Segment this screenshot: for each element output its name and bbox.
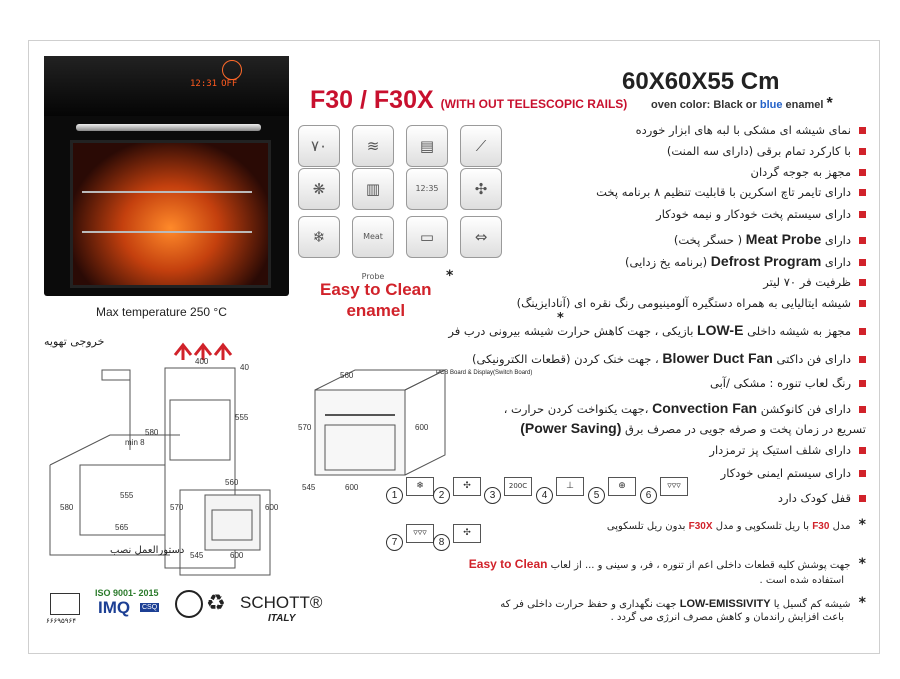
model-name: F30 / F30X xyxy=(310,86,434,114)
note-low-e xyxy=(500,595,866,611)
model-title xyxy=(310,86,627,115)
fan-icon xyxy=(460,168,502,210)
dim-label: 580 xyxy=(145,428,159,437)
note-star: * xyxy=(858,595,866,611)
feature-bullet xyxy=(859,447,866,454)
icon-glyph: ≋ xyxy=(366,137,380,155)
icon-glyph: ✣ xyxy=(474,180,488,198)
function-icon: ❄ xyxy=(406,477,434,496)
programs-icon xyxy=(298,168,340,210)
note-text: جهت نگهداری و حفظ حرارت داخلی فر که xyxy=(500,599,677,610)
oven-lamp-icon xyxy=(406,125,448,167)
dim-label: 555 xyxy=(235,413,249,422)
function-icon: ✣ xyxy=(453,477,481,496)
oven-photo xyxy=(44,56,289,296)
note-low-e-term: LOW-EMISSIVITY xyxy=(679,598,771,610)
feature-text: ، جهت خنک کردن (قطعات الکترونیکی) xyxy=(471,352,659,366)
dim-label: 570 xyxy=(298,423,312,432)
feature-item xyxy=(472,350,866,366)
feature-text: رنگ لعاب تنوره : مشکی /آبی xyxy=(710,376,851,390)
function-icon: ⊕ xyxy=(608,477,636,496)
enamel-icon xyxy=(406,216,448,258)
dim-label: 545 xyxy=(190,551,204,560)
model-note: (WITH OUT TELESCOPIC RAILS) xyxy=(440,97,628,111)
easy-clean-star: * xyxy=(446,268,454,284)
oven-rack xyxy=(82,191,252,193)
dim-label: 40 xyxy=(240,363,249,372)
icon-glyph: ❋ xyxy=(312,180,326,198)
meat-probe-icon xyxy=(352,216,394,281)
function-number: 1 xyxy=(386,487,403,504)
feature-text: دارای تایمر تاچ اسکرین با قابلیت تنظیم ۸ برنامه پخت xyxy=(596,185,851,199)
function-number: 5 xyxy=(588,487,605,504)
feature-item xyxy=(667,144,866,158)
feature-text: قفل کودک دارد xyxy=(777,491,851,505)
dim-label: 560 xyxy=(340,371,354,380)
dim-label: 565 xyxy=(115,523,129,532)
iso-label: ISO 9001- 2015 xyxy=(95,588,159,598)
note-model-f30: F30 xyxy=(812,521,830,532)
note-enamel-line2: استفاده شده است . xyxy=(759,575,844,586)
note-low-e-line2: باعث افزایش راندمان و کاهش مصرف انرژی می گردد . xyxy=(610,612,844,623)
feature-text: دارای سیستم پخت خودکار و نیمه خودکار xyxy=(656,207,851,221)
display-mode: OFF xyxy=(221,79,238,89)
pcb-note: PCB Board & Display(Switch Board) xyxy=(436,370,533,376)
dim-label: 580 xyxy=(60,503,74,512)
feature-item xyxy=(636,123,866,137)
italy-label: ITALY xyxy=(268,613,296,624)
function-number: 6 xyxy=(640,487,657,504)
feature-bullet xyxy=(859,189,866,196)
feature-bullet xyxy=(859,495,866,502)
dim-label: 560 xyxy=(225,478,239,487)
feature-item xyxy=(710,376,866,390)
function-number: 8 xyxy=(433,534,450,551)
feature-bullet xyxy=(859,127,866,134)
low-e-star: * xyxy=(557,311,564,326)
function-icon: ⊥ xyxy=(556,477,584,496)
icon-glyph: ٧٠ xyxy=(310,137,328,155)
dim-label: 545 xyxy=(302,483,316,492)
icon-glyph: ⟋ xyxy=(475,137,487,155)
rotisserie-icon xyxy=(460,125,502,167)
dim-label: min 8 xyxy=(125,438,145,447)
door-handle xyxy=(76,124,261,131)
color-black: Black xyxy=(713,99,743,111)
feature-text: Defrost Program xyxy=(710,253,822,269)
max-temperature: Max temperature 250 °C xyxy=(96,305,227,319)
feature-bullet xyxy=(859,470,866,477)
function-icon: 200C xyxy=(504,477,532,496)
feature-bullet xyxy=(859,300,866,307)
note-text: بدون ریل تلسکوپی xyxy=(606,521,686,532)
feature-text: تسریع در زمان پخت و صرفه جویی در مصرف برق xyxy=(625,422,866,436)
feature-bullet xyxy=(859,380,866,387)
capacity-icon xyxy=(298,125,340,167)
note-models xyxy=(607,517,866,533)
feature-item xyxy=(721,466,866,480)
function-number: 7 xyxy=(386,534,403,551)
feature-item xyxy=(709,443,866,457)
glass-icon xyxy=(352,168,394,210)
note-star: * xyxy=(858,517,866,533)
note-text: شیشه کم گسیل یا xyxy=(773,599,851,610)
color-star: * xyxy=(826,95,833,112)
defrost-icon xyxy=(298,216,340,258)
feature-bullet xyxy=(859,211,866,218)
grill-icon xyxy=(352,125,394,167)
installation-drawing xyxy=(40,330,429,560)
feature-text: دارای فن کانوکشن xyxy=(760,402,851,416)
feature-text: Meat Probe xyxy=(745,231,822,247)
feature-bullet xyxy=(859,406,866,413)
icon-glyph: 12:35 xyxy=(415,184,439,193)
feature-text: نمای شیشه ای مشکی با لبه های ابزار خورده xyxy=(635,123,851,137)
note-text: جهت پوشش کلیه قطعات داخلی اعم از تنوره ، فر، و سینی و ... از لعاب xyxy=(550,560,851,571)
dim-label: 600 xyxy=(230,551,244,560)
feature-text: بازیکی ، جهت کاهش حرارت شیشه بیرونی درب فر xyxy=(448,324,694,338)
feature-text: دارای xyxy=(824,255,851,269)
rails-icon xyxy=(460,216,502,258)
csq-logo: CSQ xyxy=(142,604,158,611)
feature-item xyxy=(596,185,866,199)
dim-label: 400 xyxy=(195,357,209,366)
function-icon: ✣ xyxy=(453,524,481,543)
code-number: ۶۶۶۹۵۹۶۴ xyxy=(46,618,77,625)
install-label: دستورالعمل نصب xyxy=(110,545,185,556)
display-time: 12:31 xyxy=(190,79,218,89)
feature-bullet xyxy=(859,237,866,244)
feature-text: ( حسگر پخت) xyxy=(673,233,743,247)
icon-glyph: ▤ xyxy=(419,137,435,155)
color-label: oven color: xyxy=(651,99,711,111)
imq-logo: IMQ xyxy=(98,598,131,617)
note-model-f30x: F30X xyxy=(688,521,713,532)
function-icon: ▿▿▿ xyxy=(406,524,434,543)
feature-item xyxy=(778,491,866,505)
icon-glyph: ▭ xyxy=(419,228,435,246)
feature-text: Blower Duct Fan xyxy=(662,350,773,366)
recycle-icon: ♻ xyxy=(206,590,226,615)
ventilation-label: خروجی تهویه xyxy=(44,335,105,348)
dim-label: 600 xyxy=(345,483,359,492)
note-text: با ریل تلسکوپی و مدل xyxy=(715,521,809,532)
note-enamel xyxy=(469,556,866,572)
feature-item xyxy=(520,420,866,436)
feature-text: LOW-E xyxy=(697,322,744,338)
dim-label: 555 xyxy=(120,491,134,500)
feature-item xyxy=(517,296,866,310)
feature-bullet xyxy=(859,328,866,335)
dim-label: 600 xyxy=(415,423,429,432)
function-icon: ▿▿▿ xyxy=(660,477,688,496)
feature-bullet xyxy=(859,148,866,155)
oven-window xyxy=(70,140,271,288)
icon-glyph: ⇔ xyxy=(474,228,488,246)
note-easy-clean: Easy to Clean xyxy=(468,557,548,571)
feature-item xyxy=(763,275,866,289)
oven-rack xyxy=(82,231,252,233)
color-enamel: enamel xyxy=(785,99,824,111)
oven-color-line xyxy=(651,95,833,113)
dim-label: 570 xyxy=(170,503,184,512)
feature-item xyxy=(751,165,866,179)
feature-text: با کارکرد تمام برقی (دارای سه المنت) xyxy=(666,144,851,158)
feature-text: (Power Saving) xyxy=(520,420,622,436)
feature-text: (برنامه یخ زدایی) xyxy=(625,255,708,269)
dimensions-title: 60X60X55 Cm xyxy=(622,68,780,95)
easy-clean-line2: enamel xyxy=(346,301,406,320)
timer-icon xyxy=(406,168,448,210)
note-text: مدل xyxy=(832,521,851,532)
dim-label: 600 xyxy=(265,503,279,512)
feature-item xyxy=(656,207,866,221)
feature-bullet xyxy=(859,279,866,286)
note-star: * xyxy=(858,556,866,572)
seal-logo xyxy=(175,590,203,618)
feature-text: دارای سیستم ایمنی خودکار xyxy=(720,466,851,480)
schott-logo: SCHOTT® xyxy=(240,593,323,612)
feature-text: دارای فن داکتی xyxy=(776,352,851,366)
feature-text: دارای شلف استیک پز ترمزدار xyxy=(709,443,851,457)
feature-item xyxy=(625,253,866,269)
icon-glyph: ❄ xyxy=(312,228,326,246)
feature-text: دارای xyxy=(824,233,851,247)
feature-text: Convection Fan xyxy=(652,400,758,416)
feature-text: ظرفیت فر ۷۰ لیتر xyxy=(763,275,851,289)
feature-item xyxy=(674,231,866,247)
easy-clean-line1: Easy to Clean xyxy=(320,280,432,299)
color-or: or xyxy=(745,99,757,111)
feature-bullet xyxy=(859,259,866,266)
icon-glyph: ▥ xyxy=(365,180,381,198)
oven-display xyxy=(190,74,280,94)
feature-text: ،جهت یکنواخت کردن حرارت ، xyxy=(503,402,649,416)
feature-item xyxy=(504,400,866,416)
feature-text: مجهز به جوجه گردان xyxy=(750,165,851,179)
certificate-logo xyxy=(50,593,80,615)
feature-text: مجهز به شیشه داخلی xyxy=(747,324,851,338)
color-blue: blue xyxy=(759,99,783,111)
function-number: 3 xyxy=(484,487,501,504)
function-number: 2 xyxy=(433,487,450,504)
function-number: 4 xyxy=(536,487,553,504)
feature-text: شیشه ایتالیایی به همراه دستگیره آلومینیومی رنگ نقره ای (آنادایزینگ) xyxy=(516,296,851,310)
easy-clean-label xyxy=(320,279,432,321)
feature-bullet xyxy=(859,169,866,176)
icon-glyph: Meat Probe xyxy=(361,232,385,281)
feature-bullet xyxy=(859,356,866,363)
feature-item xyxy=(448,322,866,338)
vent-arrow xyxy=(175,345,191,360)
